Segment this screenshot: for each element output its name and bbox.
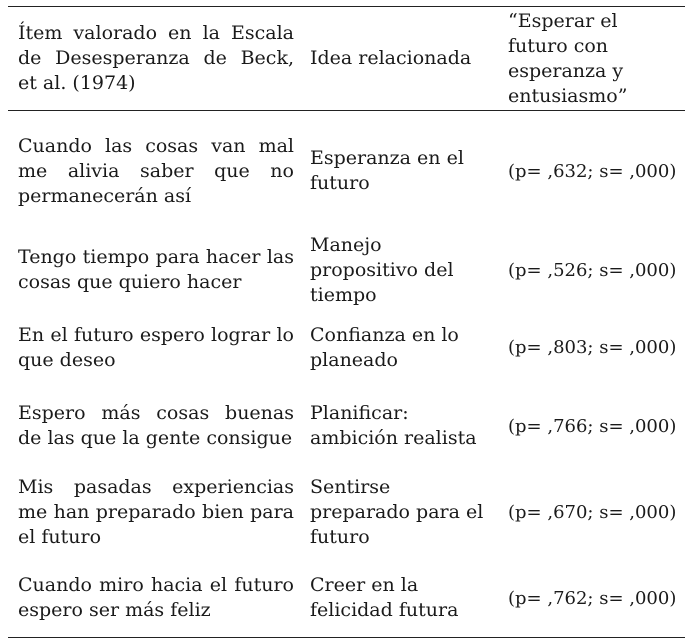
cell-stat: (p= ,632; s= ,000): [508, 160, 677, 182]
table-row: [8, 466, 685, 559]
cell-stat: (p= ,670; s= ,000): [508, 502, 677, 523]
cell-item: En el futuro espero lograr lo que deseo: [18, 323, 294, 371]
cell-idea: Esperanza en el futuro: [310, 147, 464, 194]
cell-idea: Sentirse preparado para el futuro: [310, 476, 484, 548]
table-row: [8, 111, 685, 232]
cell-stat: (p= ,762; s= ,000): [508, 587, 677, 609]
header-stat: “Esperar el futuro con esperanza y entusiasmo”: [508, 9, 628, 107]
cell-item: Cuando miro hacia el futuro espero ser más feliz: [18, 574, 294, 621]
results-table: [8, 6, 685, 638]
cell-item: Espero más cosas buenas de las que la gente consigue: [18, 402, 294, 449]
header-row: [8, 7, 685, 111]
table-row: [8, 559, 685, 638]
cell-item: Mis pasadas experiencias me han preparado bien para el futuro: [18, 476, 294, 548]
cell-idea: Manejo propositivo del tiempo: [310, 233, 454, 306]
cell-stat: (p= ,526; s= ,000): [508, 259, 677, 281]
cell-idea: Planificar: ambición realista: [310, 402, 477, 449]
cell-item: Cuando las cosas van mal me alivia saber que no permanecerán así: [18, 134, 294, 207]
header-item: Ítem valorado en la Escala de Desesperanza de Beck, et al. (1974): [18, 22, 294, 94]
cell-idea: Creer en la felicidad futura: [310, 574, 459, 621]
results-table-container: [8, 6, 685, 637]
cell-stat: (p= ,803; s= ,000): [508, 337, 677, 358]
table-row: [8, 309, 685, 386]
cell-stat: (p= ,766; s= ,000): [508, 415, 677, 437]
table-row: [8, 386, 685, 466]
table-body: [8, 111, 685, 638]
table-row: [8, 231, 685, 309]
table-header: [8, 7, 685, 111]
header-idea: Idea relacionada: [310, 47, 472, 69]
cell-idea: Confianza en lo planeado: [310, 323, 459, 371]
cell-item: Tengo tiempo para hacer las cosas que quiero hacer: [18, 246, 294, 293]
